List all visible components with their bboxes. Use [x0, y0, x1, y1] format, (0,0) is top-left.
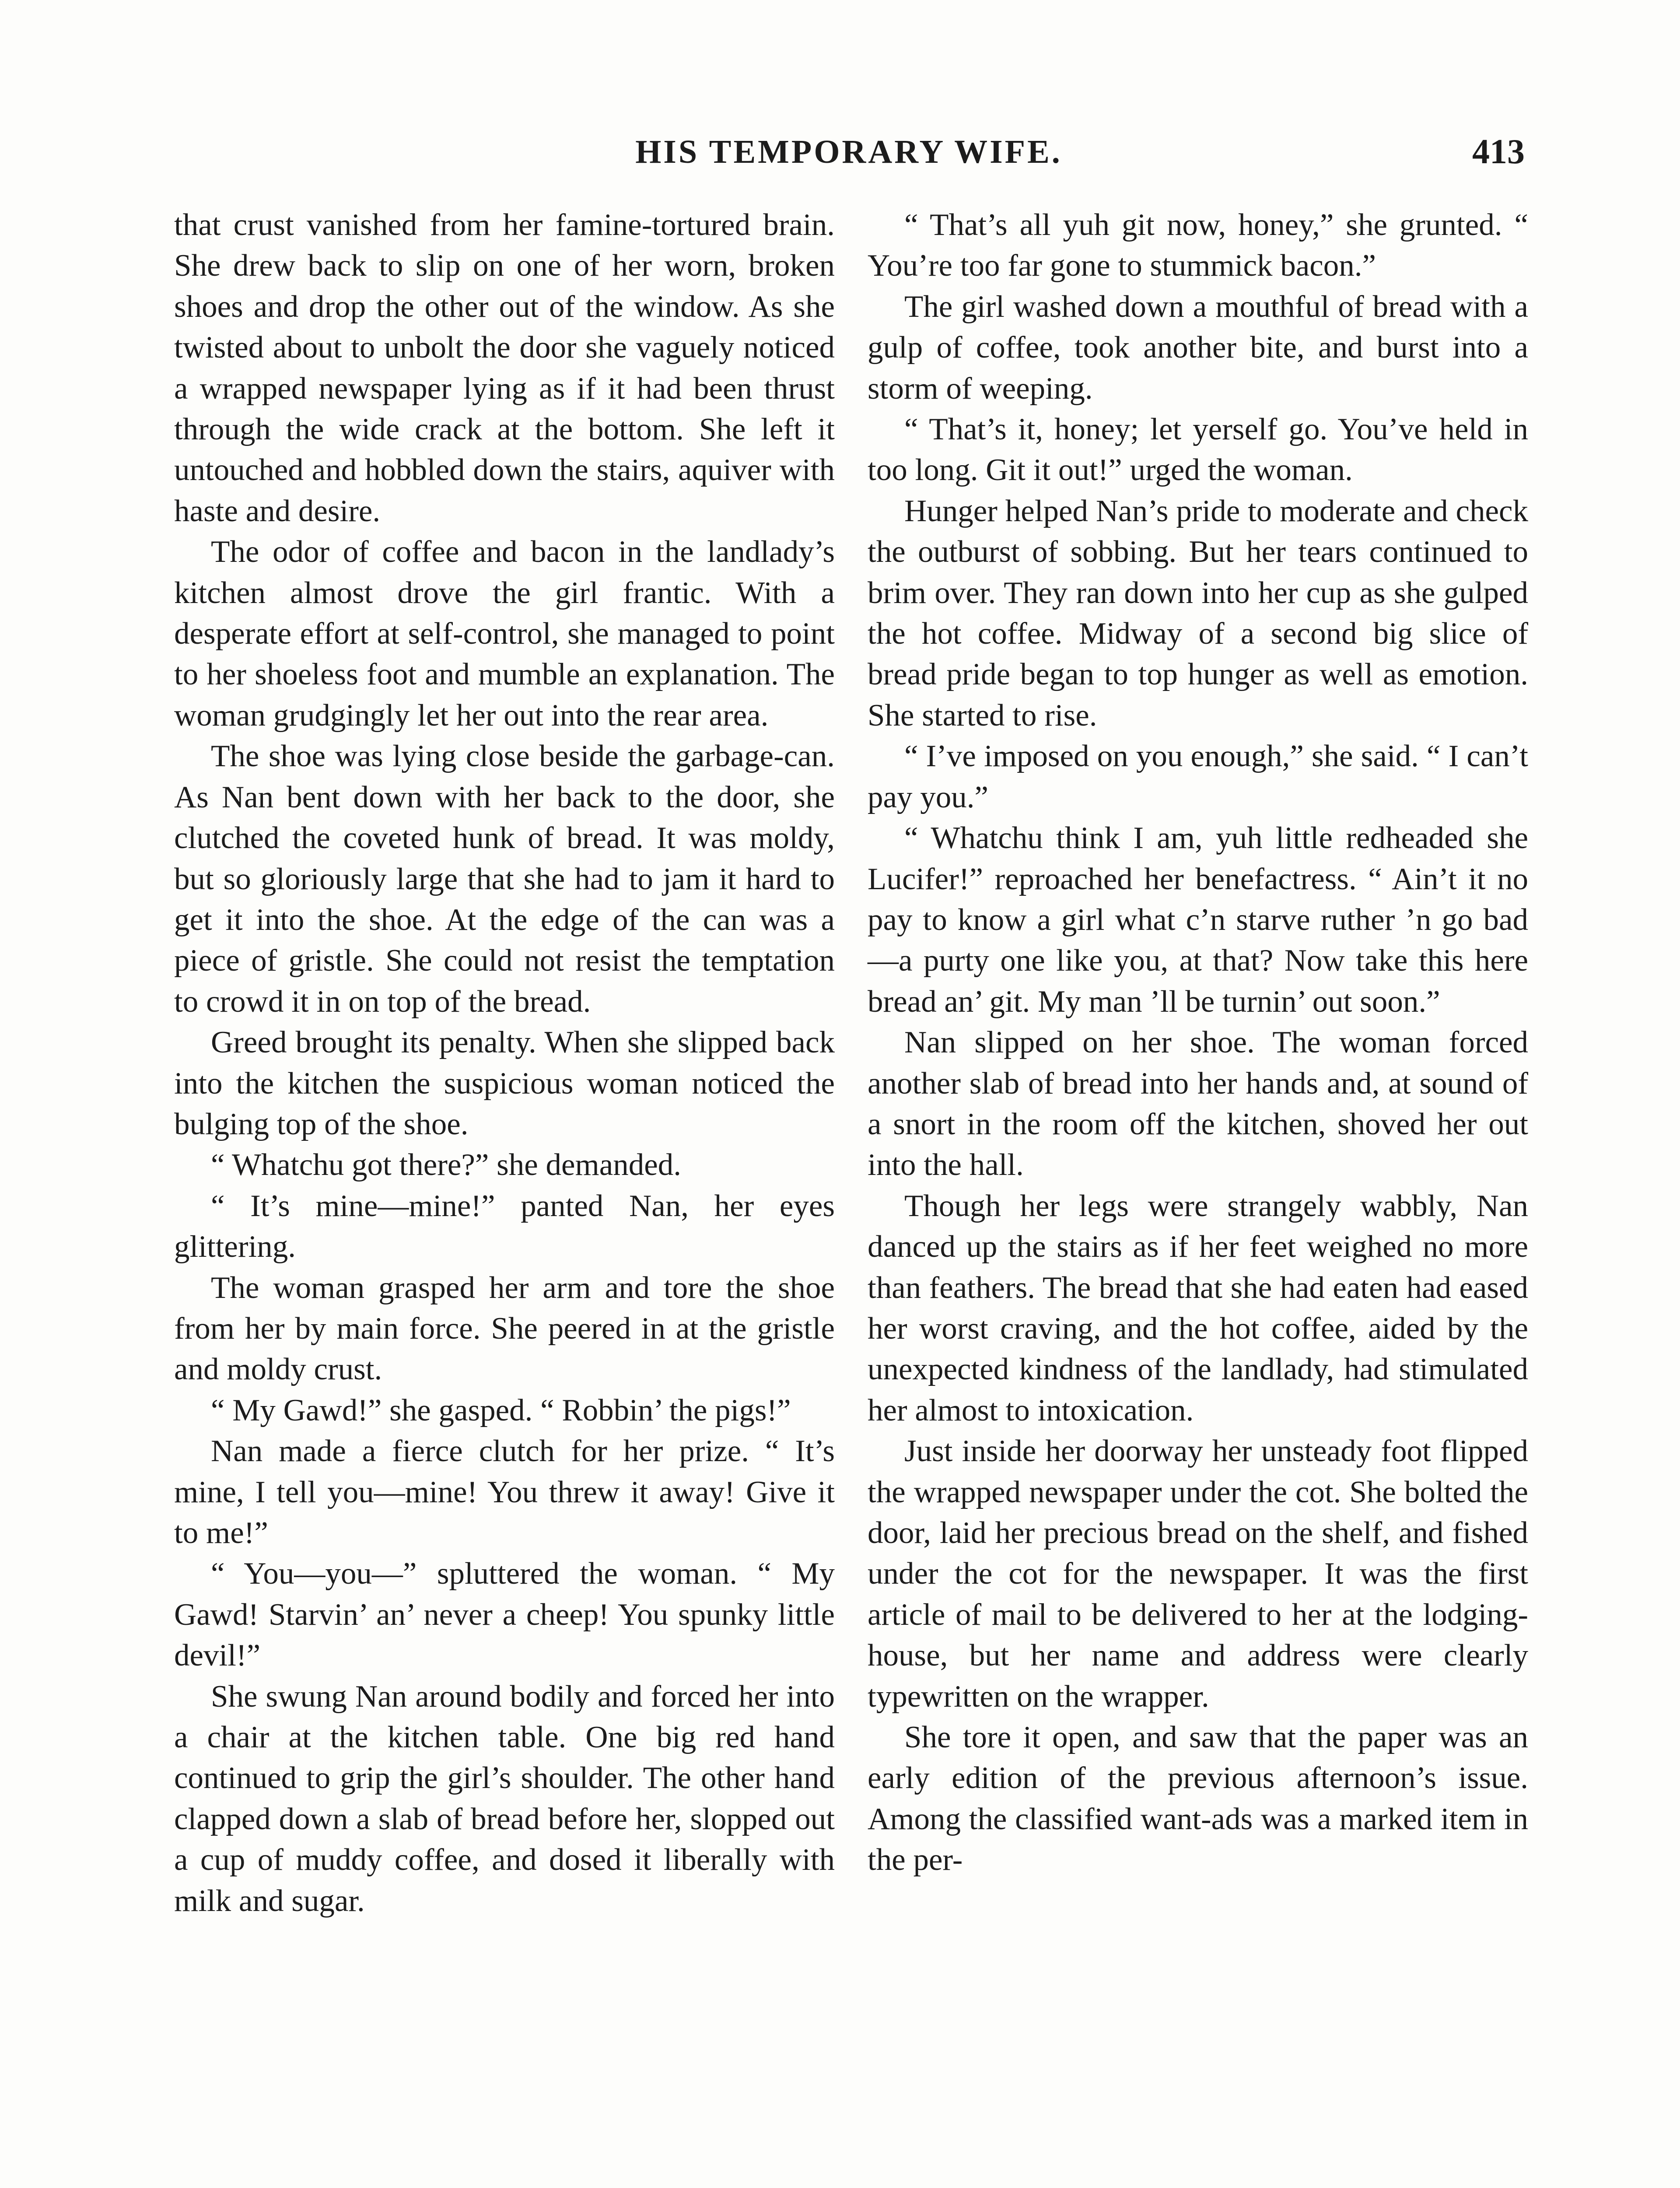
- paragraph: “ My Gawd!” she gasped. “ Robbin’ the pigs!”: [211, 1393, 791, 1427]
- paragraph: Nan slipped on her shoe. The woman forced another slab of bread into her hands and, at sound of a snort in the room off the kitchen, shoved her out into the hall.: [868, 1025, 1528, 1182]
- running-title: HIS TEMPORARY WIFE.: [635, 133, 1062, 170]
- paragraph: “ Whatchu got there?” she demanded.: [211, 1148, 682, 1182]
- page-number: 413: [1472, 133, 1525, 171]
- right-column: [868, 205, 1528, 1881]
- paragraph: She tore it open, and saw that the paper was an early edition of the previous afternoon’s issue. Among the classified want-ads was a marked item in the per-: [868, 1720, 1528, 1877]
- paragraph: The woman grasped her arm and tore the shoe from her by main force. She peered in at the gristle and moldy crust.: [174, 1270, 835, 1387]
- paragraph: Hunger helped Nan’s pride to moderate and check the outburst of sobbing. But her tears continued to brim over. They ran down into her cup as she gulped the hot coffee. Midway of a second big slice of bread pride began to top hunger as well as emotion. She started to rise.: [868, 494, 1528, 733]
- running-head: [173, 128, 1525, 176]
- paragraph: The girl washed down a mouthful of bread with a gulp of coffee, took another bite, and burst into a storm of weeping.: [868, 289, 1528, 406]
- left-column: [174, 205, 835, 1922]
- paragraph: “ That’s all yuh git now, honey,” she grunted. “ You’re too far gone to stummick bacon.”: [868, 208, 1528, 283]
- paragraph: Nan made a fierce clutch for her prize. “ It’s mine, I tell you—mine! You threw it away! Give it to me!”: [174, 1434, 835, 1550]
- paragraph: “ That’s it, honey; let yerself go. You’ve held in too long. Git it out!” urged the woman.: [868, 412, 1528, 487]
- paragraph: The odor of coffee and bacon in the landlady’s kitchen almost drove the girl frantic. With a desperate effort at self-control, she managed to point to her shoeless foot and mumble an explanation. The woman grudgingly let her out into the rear area.: [174, 535, 835, 733]
- paragraph: Just inside her doorway her unsteady foot flipped the wrapped newspaper under the cot. She bolted the door, laid her precious bread on the shelf, and fished under the cot for the newspaper. It was the first article of mail to be delivered to her at the lodging-house, but her name and address were clearly typewritten on the wrapper.: [868, 1434, 1528, 1714]
- paragraph: She swung Nan around bodily and forced her into a chair at the kitchen table. One big red hand continued to grip the girl’s shoulder. The other hand clapped down a slab of bread before her, slopped out a cup of muddy coffee, and dosed it liberally with milk and sugar.: [174, 1679, 835, 1918]
- paragraph: Though her legs were strangely wabbly, Nan danced up the stairs as if her feet weighed no more than feathers. The bread that she had eaten had eased her worst craving, and the hot coffee, aided by the unexpected kindness of the landlady, had stimulated her almost to intoxication.: [868, 1189, 1528, 1427]
- paragraph: that crust vanished from her famine-tortured brain. She drew back to slip on one of her worn, broken shoes and drop the other out of the window. As she twisted about to unbolt the door she vaguely noticed a wrapped newspaper lying as if it had been thrust through the wide crack at the bottom. She left it untouched and hobbled down the stairs, aquiver with haste and desire.: [174, 208, 835, 528]
- paragraph: The shoe was lying close beside the garbage-can. As Nan bent down with her back to the door, she clutched the coveted hunk of bread. It was moldy, but so gloriously large that she had to jam it hard to get it into the shoe. At the edge of the can was a piece of gristle. She could not resist the temptation to crowd it in on top of the bread.: [174, 739, 835, 1019]
- paragraph: “ You—you—” spluttered the woman. “ My Gawd! Starvin’ an’ never a cheep! You spunky little devil!”: [174, 1557, 835, 1673]
- paragraph: “ I’ve imposed on you enough,” she said. “ I can’t pay you.”: [868, 739, 1528, 814]
- paragraph: Greed brought its penalty. When she slipped back into the kitchen the suspicious woman noticed the bulging top of the shoe.: [174, 1025, 835, 1141]
- paragraph: “ Whatchu think I am, yuh little redheaded she Lucifer!” reproached her benefactress. “ Ain’t it no pay to know a girl what c’n starve ruther ’n go bad—a purty one like you, at that? Now take this here bread an’ git. My man ’ll be turnin’ out soon.”: [868, 821, 1528, 1019]
- paragraph: “ It’s mine—mine!” panted Nan, her eyes glittering.: [174, 1189, 835, 1264]
